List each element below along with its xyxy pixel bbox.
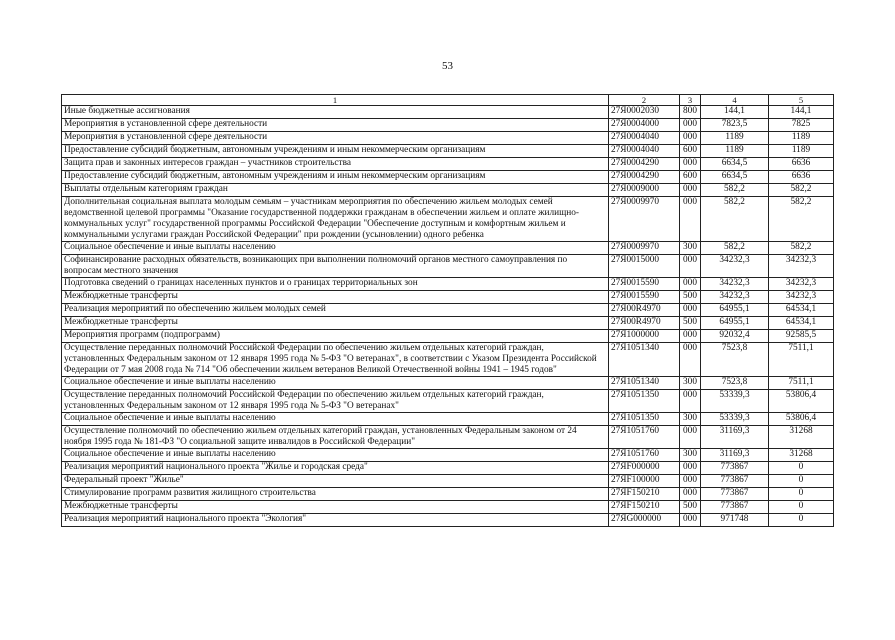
row-code: 27Я00R4970 — [609, 304, 680, 317]
row-amount-1: 582,2 — [701, 184, 769, 197]
table-row — [62, 390, 834, 413]
row-amount-2: 0 — [769, 488, 834, 501]
row-kind: 000 — [680, 514, 701, 527]
row-amount-1: 53339,3 — [701, 390, 769, 413]
table-row — [62, 449, 834, 462]
row-code: 27Я1000000 — [609, 330, 680, 343]
row-amount-2: 1189 — [769, 145, 834, 158]
row-kind: 500 — [680, 291, 701, 304]
row-code: 27Я0009000 — [609, 184, 680, 197]
row-amount-1: 64955,1 — [701, 304, 769, 317]
row-name: Реализация мероприятий национального проекта "Экология" — [62, 514, 609, 527]
table-row — [62, 514, 834, 527]
page-number: 53 — [442, 60, 453, 72]
row-name: Социальное обеспечение и иные выплаты населению — [62, 242, 609, 255]
row-amount-2: 31268 — [769, 426, 834, 449]
row-name: Социальное обеспечение и иные выплаты населению — [62, 377, 609, 390]
table-row — [62, 462, 834, 475]
row-name: Осуществление переданных полномочий Российской Федерации по обеспечению жильем отдельных категорий граждан, установленных Федеральным законом от 12 января 1995 года № 5-ФЗ "О ветеранах" — [62, 390, 609, 413]
table-row — [62, 106, 834, 119]
row-amount-1: 34232,3 — [701, 291, 769, 304]
row-kind: 300 — [680, 242, 701, 255]
row-amount-2: 1189 — [769, 132, 834, 145]
row-amount-2: 0 — [769, 475, 834, 488]
row-kind: 500 — [680, 317, 701, 330]
row-amount-2: 0 — [769, 514, 834, 527]
row-name: Иные бюджетные ассигнования — [62, 106, 609, 119]
row-amount-2: 144,1 — [769, 106, 834, 119]
row-amount-2: 64534,1 — [769, 304, 834, 317]
table-row — [62, 413, 834, 426]
row-amount-2: 92585,5 — [769, 330, 834, 343]
table-row — [62, 291, 834, 304]
row-kind: 000 — [680, 475, 701, 488]
row-code: 27Я0004290 — [609, 171, 680, 184]
row-amount-1: 773867 — [701, 488, 769, 501]
column-header-kind: 3 — [680, 95, 701, 106]
row-name: Мероприятия программ (подпрограмм) — [62, 330, 609, 343]
row-name: Федеральный проект "Жилье" — [62, 475, 609, 488]
table-row — [62, 145, 834, 158]
row-amount-1: 6634,5 — [701, 171, 769, 184]
table-row — [62, 475, 834, 488]
row-name: Осуществление переданных полномочий Российской Федерации по обеспечению жильем отдельных категорий граждан, установленных Федеральным законом от 12 января 1995 года № 5-ФЗ "О ветеранах", в соответствии с Указом Президента Российской Федерации от 7 мая 2008 года № 714 "Об обеспечении жильем ветеранов Великой Отечественной войны 1941 – 1945 годов" — [62, 343, 609, 377]
row-name: Дополнительная социальная выплата молодым семьям – участникам мероприятия по обеспечению жильем молодых семей ведомственной целевой программы "Оказание государственной поддержки гражданам в обеспечении жильем и оплате жилищно-коммунальных услуг" государственной программы Российской Федерации "Обеспечение доступным и комфортным жильем и коммунальными услугами граждан Российской Федерации" при рождении (усыновлении) одного ребенка — [62, 197, 609, 242]
row-amount-2: 34232,3 — [769, 278, 834, 291]
row-name: Межбюджетные трансферты — [62, 317, 609, 330]
row-name: Стимулирование программ развития жилищного строительства — [62, 488, 609, 501]
table-row — [62, 304, 834, 317]
row-amount-1: 64955,1 — [701, 317, 769, 330]
row-code: 27Я1051340 — [609, 343, 680, 377]
row-amount-2: 53806,4 — [769, 413, 834, 426]
row-amount-1: 971748 — [701, 514, 769, 527]
table-row — [62, 132, 834, 145]
row-amount-1: 144,1 — [701, 106, 769, 119]
row-amount-2: 34232,3 — [769, 255, 834, 278]
row-kind: 000 — [680, 343, 701, 377]
row-kind: 600 — [680, 145, 701, 158]
row-kind: 000 — [680, 462, 701, 475]
row-code: 27Я1051760 — [609, 426, 680, 449]
row-name: Выплаты отдельным категориям граждан — [62, 184, 609, 197]
row-amount-1: 92032,4 — [701, 330, 769, 343]
row-kind: 000 — [680, 426, 701, 449]
row-code: 27Я1051340 — [609, 377, 680, 390]
row-name: Защита прав и законных интересов граждан – участников строительства — [62, 158, 609, 171]
table-row — [62, 119, 834, 132]
row-amount-1: 34232,3 — [701, 278, 769, 291]
row-name: Осуществление полномочий по обеспечению жильем отдельных категорий граждан, установленных Федеральным законом от 24 ноября 1995 года № 181-ФЗ "О социальной защите инвалидов в Российской Федерации" — [62, 426, 609, 449]
row-code: 27Я1051350 — [609, 413, 680, 426]
row-code: 27ЯF150210 — [609, 501, 680, 514]
table-row — [62, 171, 834, 184]
table-row — [62, 278, 834, 291]
row-amount-1: 53339,3 — [701, 413, 769, 426]
row-kind: 000 — [680, 158, 701, 171]
row-code: 27Я0004040 — [609, 132, 680, 145]
table-row — [62, 330, 834, 343]
row-amount-2: 31268 — [769, 449, 834, 462]
row-name: Мероприятия в установленной сфере деятельности — [62, 132, 609, 145]
row-amount-1: 582,2 — [701, 242, 769, 255]
row-kind: 000 — [680, 132, 701, 145]
row-kind: 000 — [680, 488, 701, 501]
row-code: 27Я0015590 — [609, 278, 680, 291]
table-row — [62, 197, 834, 242]
row-code: 27Я1051350 — [609, 390, 680, 413]
row-amount-2: 0 — [769, 462, 834, 475]
row-amount-1: 7523,8 — [701, 343, 769, 377]
table-row — [62, 158, 834, 171]
row-amount-2: 6636 — [769, 158, 834, 171]
row-amount-2: 7825 — [769, 119, 834, 132]
row-name: Межбюджетные трансферты — [62, 291, 609, 304]
row-name: Предоставление субсидий бюджетным, автономным учреждениям и иным некоммерческим организациям — [62, 145, 609, 158]
column-header-code: 2 — [609, 95, 680, 106]
row-kind: 000 — [680, 119, 701, 132]
row-code: 27Я0002030 — [609, 106, 680, 119]
table-row — [62, 317, 834, 330]
row-amount-1: 773867 — [701, 475, 769, 488]
row-amount-2: 34232,3 — [769, 291, 834, 304]
table-body — [62, 106, 834, 527]
row-name: Подготовка сведений о границах населенных пунктов и о границах территориальных зон — [62, 278, 609, 291]
row-kind: 500 — [680, 501, 701, 514]
row-amount-2: 0 — [769, 501, 834, 514]
row-kind: 000 — [680, 197, 701, 242]
row-amount-2: 7511,1 — [769, 377, 834, 390]
row-kind: 300 — [680, 449, 701, 462]
row-amount-1: 1189 — [701, 145, 769, 158]
row-code: 27Я1051760 — [609, 449, 680, 462]
column-header-name: 1 — [62, 95, 609, 106]
row-kind: 000 — [680, 278, 701, 291]
table-row — [62, 184, 834, 197]
row-name: Предоставление субсидий бюджетным, автономным учреждениям и иным некоммерческим организациям — [62, 171, 609, 184]
row-kind: 000 — [680, 255, 701, 278]
row-amount-1: 7523,8 — [701, 377, 769, 390]
row-name: Реализация мероприятий по обеспечению жильем молодых семей — [62, 304, 609, 317]
row-amount-2: 64534,1 — [769, 317, 834, 330]
row-amount-2: 582,2 — [769, 184, 834, 197]
row-amount-2: 582,2 — [769, 242, 834, 255]
budget-table — [61, 94, 834, 527]
row-amount-1: 773867 — [701, 501, 769, 514]
table-row — [62, 242, 834, 255]
row-amount-1: 582,2 — [701, 197, 769, 242]
row-amount-1: 7823,5 — [701, 119, 769, 132]
table-header-row — [62, 95, 834, 106]
row-amount-1: 34232,3 — [701, 255, 769, 278]
column-header-amount-2: 5 — [769, 95, 834, 106]
row-amount-2: 582,2 — [769, 197, 834, 242]
row-name: Межбюджетные трансферты — [62, 501, 609, 514]
table-row — [62, 426, 834, 449]
table-row — [62, 501, 834, 514]
row-name: Социальное обеспечение и иные выплаты населению — [62, 449, 609, 462]
row-code: 27Я0009970 — [609, 197, 680, 242]
row-kind: 000 — [680, 304, 701, 317]
row-kind: 000 — [680, 390, 701, 413]
row-amount-1: 31169,3 — [701, 449, 769, 462]
row-amount-1: 6634,5 — [701, 158, 769, 171]
table-row — [62, 377, 834, 390]
table-row — [62, 343, 834, 377]
table-row — [62, 488, 834, 501]
row-kind: 600 — [680, 171, 701, 184]
row-name: Мероприятия в установленной сфере деятельности — [62, 119, 609, 132]
row-kind: 000 — [680, 184, 701, 197]
table-row — [62, 255, 834, 278]
row-kind: 300 — [680, 413, 701, 426]
row-amount-2: 6636 — [769, 171, 834, 184]
row-name: Социальное обеспечение и иные выплаты населению — [62, 413, 609, 426]
row-kind: 300 — [680, 377, 701, 390]
row-amount-1: 1189 — [701, 132, 769, 145]
row-kind: 800 — [680, 106, 701, 119]
row-code: 27Я0004290 — [609, 158, 680, 171]
row-code: 27ЯF000000 — [609, 462, 680, 475]
row-amount-1: 31169,3 — [701, 426, 769, 449]
row-amount-2: 53806,4 — [769, 390, 834, 413]
row-code: 27Я0004000 — [609, 119, 680, 132]
row-code: 27ЯF150210 — [609, 488, 680, 501]
row-code: 27ЯF100000 — [609, 475, 680, 488]
row-code: 27ЯG000000 — [609, 514, 680, 527]
row-code: 27Я00R4970 — [609, 317, 680, 330]
row-name: Софинансирование расходных обязательств, возникающих при выполнении полномочий органов местного самоуправления по вопросам местного значения — [62, 255, 609, 278]
row-kind: 000 — [680, 330, 701, 343]
row-code: 27Я0015590 — [609, 291, 680, 304]
row-amount-2: 7511,1 — [769, 343, 834, 377]
row-amount-1: 773867 — [701, 462, 769, 475]
row-code: 27Я0004040 — [609, 145, 680, 158]
row-name: Реализация мероприятий национального проекта "Жилье и городская среда" — [62, 462, 609, 475]
row-code: 27Я0009970 — [609, 242, 680, 255]
column-header-amount-1: 4 — [701, 95, 769, 106]
row-code: 27Я0015000 — [609, 255, 680, 278]
